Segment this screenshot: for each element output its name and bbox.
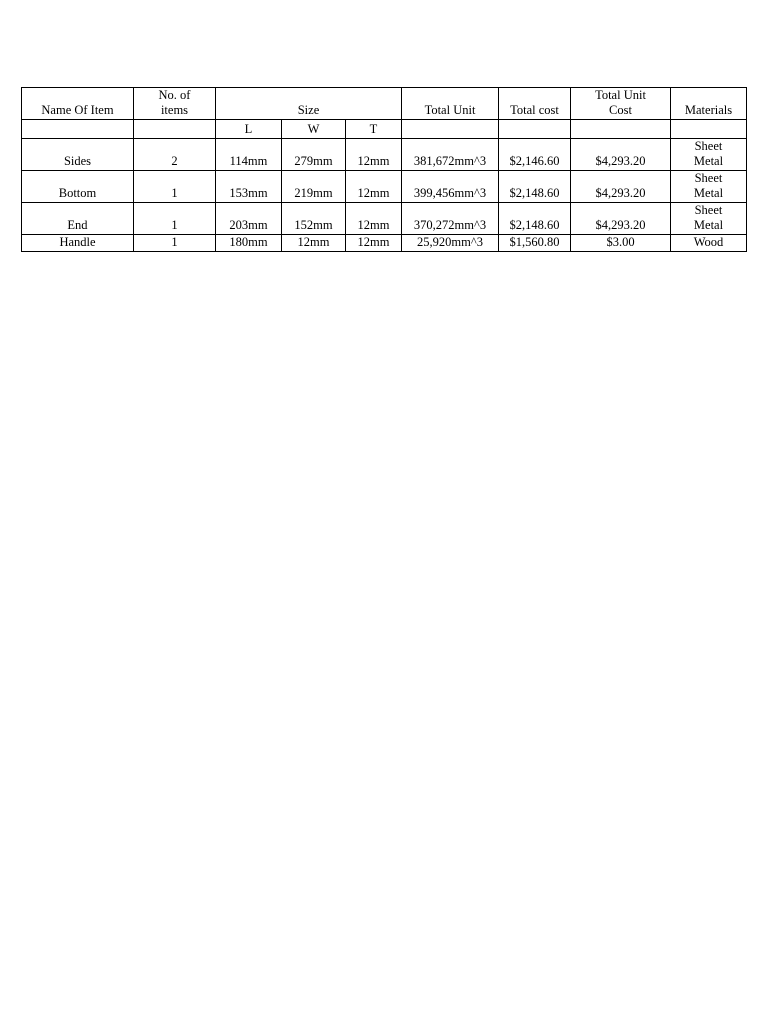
- cell-thickness: 12mm: [346, 171, 402, 203]
- header-total-cost: Total cost: [499, 88, 571, 120]
- cell-material-line2: Metal: [693, 186, 724, 200]
- header-count-line2: items: [160, 103, 189, 117]
- cell-material-line1: Sheet: [694, 203, 723, 217]
- cell-material-line1: Sheet: [694, 139, 723, 153]
- cell-width: 12mm: [282, 235, 346, 252]
- header-total-unit: Total Unit: [402, 88, 499, 120]
- cell-total-unit: 25,920mm^3: [402, 235, 499, 252]
- header-count-line1: No. of: [158, 88, 191, 102]
- cost-table: [21, 87, 747, 252]
- cell-name: Handle: [22, 235, 134, 252]
- subheader-l: L: [216, 120, 282, 139]
- header-unit-cost: [571, 88, 671, 120]
- cell-total-cost: $2,146.60: [499, 139, 571, 171]
- cell-width: 279mm: [282, 139, 346, 171]
- cell-thickness: 12mm: [346, 139, 402, 171]
- cell-total-unit: 370,272mm^3: [402, 203, 499, 235]
- cell-width: 152mm: [282, 203, 346, 235]
- cell-count: 1: [134, 171, 216, 203]
- cell-thickness: 12mm: [346, 203, 402, 235]
- cell-total-unit: 381,672mm^3: [402, 139, 499, 171]
- cell-length: 114mm: [216, 139, 282, 171]
- cell-name: Sides: [22, 139, 134, 171]
- subheader-empty-count: [134, 120, 216, 139]
- header-row: [22, 88, 747, 120]
- subheader-w: W: [282, 120, 346, 139]
- cell-total-cost: $2,148.60: [499, 203, 571, 235]
- cell-name: Bottom: [22, 171, 134, 203]
- header-unit-cost-line1: Total Unit: [595, 88, 646, 102]
- subheader-empty-total-unit: [402, 120, 499, 139]
- cell-count: 1: [134, 203, 216, 235]
- cell-thickness: 12mm: [346, 235, 402, 252]
- cell-total-unit: 399,456mm^3: [402, 171, 499, 203]
- table-row: [22, 139, 747, 171]
- header-materials: Materials: [671, 88, 747, 120]
- header-unit-cost-line2: Cost: [609, 103, 632, 117]
- cell-material: [671, 171, 747, 203]
- subheader-empty-total-cost: [499, 120, 571, 139]
- header-count: [134, 88, 216, 120]
- header-size: Size: [216, 88, 402, 120]
- cell-total-cost: $1,560.80: [499, 235, 571, 252]
- subheader-t: T: [346, 120, 402, 139]
- cell-material-line2: Metal: [693, 154, 724, 168]
- cell-material: Wood: [671, 235, 747, 252]
- cell-material: [671, 203, 747, 235]
- cell-unit-cost: $3.00: [571, 235, 671, 252]
- subheader-empty-name: [22, 120, 134, 139]
- cell-unit-cost: $4,293.20: [571, 139, 671, 171]
- cell-unit-cost: $4,293.20: [571, 203, 671, 235]
- subheader-empty-materials: [671, 120, 747, 139]
- cell-length: 203mm: [216, 203, 282, 235]
- size-subheader-row: [22, 120, 747, 139]
- cell-name: End: [22, 203, 134, 235]
- cell-width: 219mm: [282, 171, 346, 203]
- table-row: [22, 203, 747, 235]
- cell-length: 180mm: [216, 235, 282, 252]
- header-name: Name Of Item: [22, 88, 134, 120]
- cell-total-cost: $2,148.60: [499, 171, 571, 203]
- cell-material-line1: Sheet: [694, 171, 723, 185]
- cell-count: 1: [134, 235, 216, 252]
- cell-material-line2: Metal: [693, 218, 724, 232]
- subheader-empty-unit-cost: [571, 120, 671, 139]
- cell-unit-cost: $4,293.20: [571, 171, 671, 203]
- cell-length: 153mm: [216, 171, 282, 203]
- cell-count: 2: [134, 139, 216, 171]
- table-row: [22, 171, 747, 203]
- table-row: [22, 235, 747, 252]
- cell-material: [671, 139, 747, 171]
